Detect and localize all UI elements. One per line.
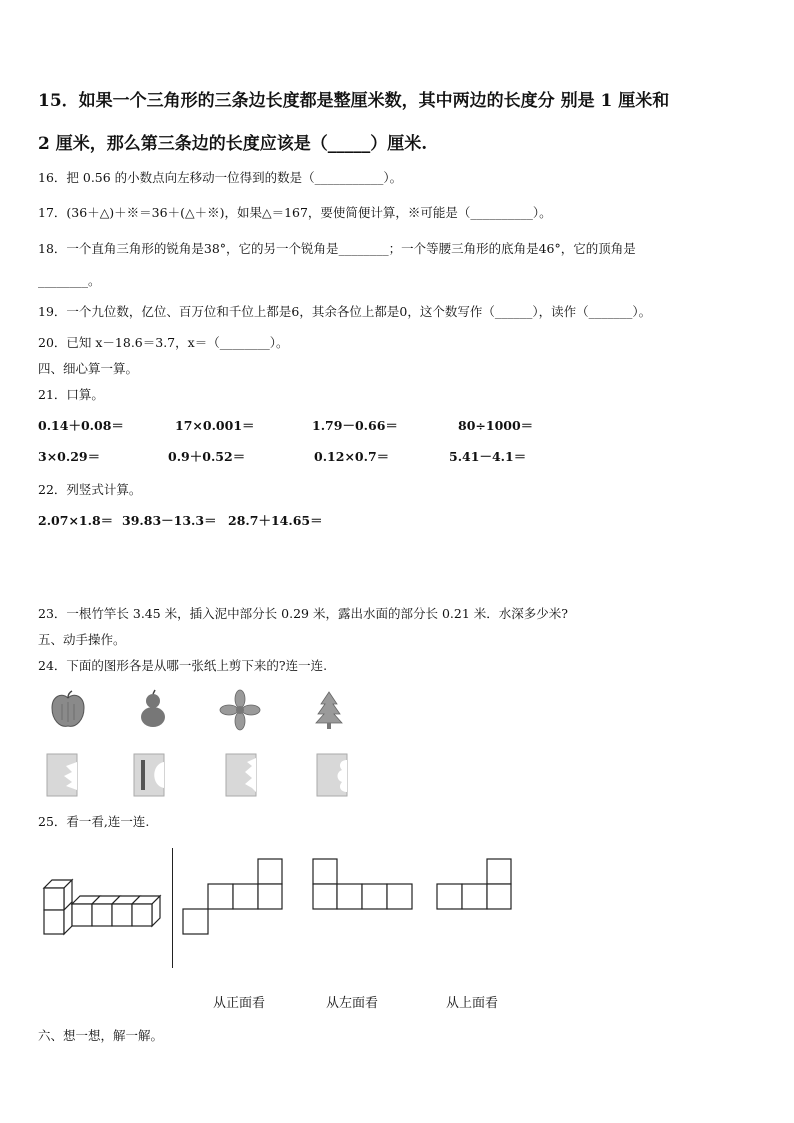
gourd-shape-icon [135,690,171,730]
oral-calc-item: 3×0.29＝ [38,449,101,464]
oral-calc-item: 0.9＋0.52＝ [168,449,246,464]
folded-paper-icon [133,752,167,798]
question-23: 23．一根竹竿长 3.45 米，插入泥中部分长 0.29 米，露出水面的部分长 0.21 米．水深多少米? [38,606,568,621]
apple-shape-icon [48,690,88,730]
view-diagram-2 [312,858,414,912]
view-label-front: 从正面看 [213,996,266,1011]
question-17: 17．(36＋△)＋※＝36＋(△＋※)，如果△＝167，要使简便计算，※可能是（__________）。 [38,205,552,220]
folded-paper-icon [225,752,259,798]
view-label-left: 从左面看 [326,996,379,1011]
question-18-line2: ________。 [38,273,101,288]
question-21: 21．口算。 [38,387,104,402]
folded-paper-icon [46,752,80,798]
vertical-calc-item: 28.7＋14.65＝ [228,513,323,528]
flower-shape-icon [220,690,260,730]
view-diagram-1 [182,858,284,936]
section-6-heading: 六、想一想，解一解。 [38,1028,164,1043]
vertical-calc-item: 2.07×1.8＝ [38,513,114,528]
oral-calc-item: 0.14＋0.08＝ [38,418,124,433]
question-25: 25．看一看,连一连. [38,814,150,829]
vertical-calc-item: 39.83－13.3＝ [122,513,217,528]
question-16: 16．把 0.56 的小数点向左移动一位得到的数是（___________）。 [38,170,403,185]
cube-model-icon [40,878,160,940]
question-19: 19．一个九位数，亿位、百万位和千位上都是6，其余各位上都是0，这个数写作（______），读作（_______）。 [38,304,652,319]
question-24: 24．下面的图形各是从哪一张纸上剪下来的?连一连. [38,658,328,673]
oral-calc-item: 1.79－0.66＝ [312,418,398,433]
view-diagram-3 [436,858,514,912]
question-22: 22．列竖式计算。 [38,482,142,497]
section-5-heading: 五、动手操作。 [38,632,126,647]
folded-paper-icon [316,752,350,798]
view-label-top: 从上面看 [446,996,499,1011]
section-4-heading: 四、细心算一算。 [38,361,139,376]
divider [172,848,173,968]
question-20: 20．已知 x－18.6＝3.7，x＝（________）。 [38,335,289,350]
question-15-line2: 2 厘米，那么第三条边的长度应该是（_____）厘米. [38,134,428,154]
question-15-line1: 15．如果一个三角形的三条边长度都是整厘米数，其中两边的长度分 别是 1 厘米和 [38,91,670,111]
question-18-line1: 18．一个直角三角形的锐角是38°，它的另一个锐角是________；一个等腰三角形的底角是46°，它的顶角是 [38,241,636,256]
oral-calc-item: 5.41－4.1＝ [449,449,527,464]
oral-calc-item: 0.12×0.7＝ [314,449,390,464]
oral-calc-item: 17×0.001＝ [175,418,255,433]
oral-calc-item: 80÷1000＝ [458,418,534,433]
tree-shape-icon [314,690,344,730]
